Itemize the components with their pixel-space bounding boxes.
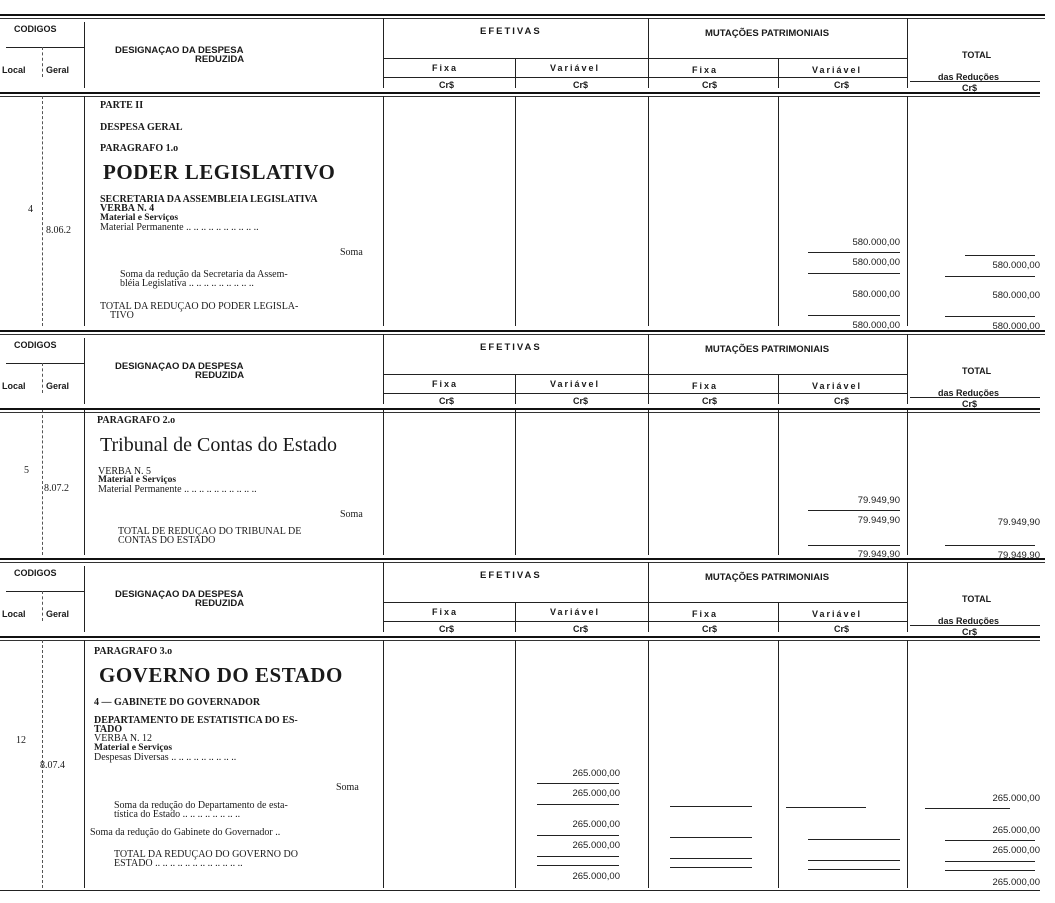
sum-rule [786,807,866,808]
local-label: Local [2,65,26,75]
total-line: TOTAL DA REDUÇAO DO PODER LEGISLA- [100,301,299,312]
amount-efetivas-variavel: 265.000,00 [572,788,620,799]
column-divider [383,96,384,326]
das-reducoes-label: das Reduções [938,616,1000,626]
codigos-label: CODIGOS [14,340,57,350]
column-divider [778,602,779,632]
verba-line: VERBA N. 12 [94,733,153,744]
amount-efetivas-variavel: 265.000,00 [572,768,620,779]
code-local: 5 [24,465,29,476]
sum-rule [808,273,900,274]
header-rule [383,77,907,78]
category-line: Material e Serviços [100,213,179,223]
header-rule [6,591,84,592]
header-bottom-rule [0,92,1040,97]
column-divider [907,334,908,404]
efetivas-fixa-label: Fixa [432,607,459,617]
total-label: TOTAL [962,50,992,60]
code-geral: 8.06.2 [46,225,71,236]
code-geral: 8.07.4 [40,760,65,771]
mutacoes-fixa-label: Fixa [692,381,719,391]
secretaria-line: SECRETARIA DA ASSEMBLEIA LEGISLATIVA [100,194,318,205]
sum-rule [945,870,1035,871]
amount-total: 79.949,90 [997,517,1040,528]
sum-rule [537,783,619,784]
sum-rule [537,835,619,836]
amount-mutacoes-variavel: 79.949,90 [857,515,900,526]
column-divider [42,591,43,621]
header-bottom-rule [0,636,1040,641]
amount-total: 265.000,00 [992,877,1040,888]
sum-rule [537,865,619,866]
designacao-label: DESIGNAÇAO DA DESPESA [115,361,244,372]
amount-mutacoes-variavel: 580.000,00 [852,320,900,331]
column-divider [515,602,516,632]
sum-rule [965,255,1035,256]
section-title: GOVERNO DO ESTADO [99,663,343,687]
efetivas-label: EFETIVAS [480,342,542,353]
column-divider [84,96,85,326]
codigos-label: CODIGOS [14,568,57,578]
verba-line: VERBA N. 4 [100,203,155,214]
paragraph-heading: PARAGRAFO 2.o [97,415,176,426]
das-reducoes-label: das Reduções [938,388,1000,398]
sum-rule [945,861,1035,862]
sum-rule [670,837,752,838]
item-line: Material Permanente .. .. .. .. .. .. .. .. .. .. [100,222,259,233]
column-divider [84,410,85,555]
total-line: CONTAS DO ESTADO [118,535,216,546]
reduzida-label: REDUZIDA [195,370,245,381]
currency-label: Cr$ [962,627,978,637]
gabinete-line: 4 — GABINETE DO GOVERNADOR [94,697,261,708]
currency-label: Cr$ [962,399,978,409]
header-rule [383,393,907,394]
efetivas-variavel-label: Variável [550,63,601,73]
currency-label: Cr$ [962,83,978,93]
sum-rule [945,276,1035,277]
sum-rule [537,856,619,857]
subtotal-line: Soma da redução da Secretaria da Assem- [120,269,288,280]
header-rule [6,363,84,364]
currency-label: Cr$ [702,624,718,634]
currency-label: Cr$ [834,396,850,406]
reduzida-label: REDUZIDA [195,54,245,65]
code-local: 12 [16,735,26,746]
sum-rule [537,804,619,805]
item-line: Material Permanente .. .. .. .. .. .. .. .. .. .. [98,484,257,495]
column-divider [907,18,908,88]
amount-total: 265.000,00 [992,793,1040,804]
efetivas-variavel-label: Variável [550,379,601,389]
amount-total: 580.000,00 [992,260,1040,271]
total-label: TOTAL [962,594,992,604]
category-line: Material e Serviços [98,475,177,485]
amount-mutacoes-variavel: 580.000,00 [852,257,900,268]
amount-total: 580.000,00 [992,290,1040,301]
sum-rule [808,510,900,511]
soma-label: Soma [340,509,363,520]
efetivas-label: EFETIVAS [480,26,542,37]
sum-rule [808,315,900,316]
total-line: TOTAL DE REDUÇAO DO TRIBUNAL DE [118,526,302,537]
section-title: Tribunal de Contas do Estado [100,434,338,456]
amount-total: 265.000,00 [992,825,1040,836]
reduzida-label: REDUZIDA [195,598,245,609]
header-bottom-rule [0,408,1040,413]
local-label: Local [2,609,26,619]
subtotal-line: bléia Legislativa .. .. .. .. .. .. .. .. .. [120,278,254,289]
header-rule [383,58,907,59]
column-divider [648,410,649,555]
column-divider [42,47,43,77]
efetivas-variavel-label: Variável [550,607,601,617]
soma-label: Soma [340,247,363,258]
column-divider [515,410,516,555]
efetivas-label: EFETIVAS [480,570,542,581]
section-title: PODER LEGISLATIVO [103,160,336,184]
amount-efetivas-variavel: 265.000,00 [572,819,620,830]
currency-label: Cr$ [439,624,455,634]
geral-label: Geral [46,609,70,619]
sum-rule [808,252,900,253]
column-divider [648,640,649,888]
currency-label: Cr$ [834,80,850,90]
total-line: TOTAL DA REDUÇAO DO GOVERNO DO [114,849,298,860]
subtotal-line: Soma da redução do Gabinete do Governador .. [90,827,281,838]
currency-label: Cr$ [439,80,455,90]
currency-label: Cr$ [702,396,718,406]
currency-label: Cr$ [834,624,850,634]
column-divider [907,562,908,632]
expense-heading: DESPESA GERAL [100,122,183,133]
column-divider [778,374,779,404]
column-divider [515,374,516,404]
column-divider [42,363,43,393]
departamento-line: DEPARTAMENTO DE ESTATISTICA DO ES- [94,715,298,726]
designacao-label: DESIGNAÇAO DA DESPESA [115,589,244,600]
paragraph-heading: PARAGRAFO 1.o [100,143,179,154]
column-divider [84,640,85,888]
header-top-rule [0,14,1045,19]
column-divider [383,640,384,888]
sum-rule [808,869,900,870]
header-rule [910,625,1040,626]
column-divider [515,96,516,326]
designacao-label: DESIGNAÇAO DA DESPESA [115,45,244,56]
part-heading: PARTE II [100,100,144,111]
table-bottom-rule [0,890,1040,891]
geral-label: Geral [46,65,70,75]
soma-label: Soma [336,782,359,793]
header-rule [383,602,907,603]
column-divider [778,640,779,888]
header-rule [910,81,1040,82]
sum-rule [925,808,1010,809]
code-local: 4 [28,204,33,215]
mutacoes-label: MUTAÇÕES PATRIMONIAIS [705,344,830,355]
efetivas-fixa-label: Fixa [432,379,459,389]
subtotal-line: tística do Estado .. .. .. .. .. .. .. .. [114,809,241,820]
column-divider [515,640,516,888]
mutacoes-label: MUTAÇÕES PATRIMONIAIS [705,28,830,39]
code-geral: 8.07.2 [44,483,69,494]
amount-efetivas-variavel: 265.000,00 [572,840,620,851]
column-divider [648,96,649,326]
header-rule [383,621,907,622]
amount-efetivas-variavel: 265.000,00 [572,871,620,882]
amount-mutacoes-variavel: 79.949,90 [857,549,900,560]
mutacoes-fixa-label: Fixa [692,65,719,75]
efetivas-fixa-label: Fixa [432,63,459,73]
category-line: Material e Serviços [94,743,173,753]
sum-rule [670,867,752,868]
column-divider [42,96,43,326]
departamento-line: TADO [94,724,123,735]
sum-rule [945,840,1035,841]
sum-rule [945,316,1035,317]
geral-label: Geral [46,381,70,391]
column-divider [907,410,908,555]
amount-total: 265.000,00 [992,845,1040,856]
header-rule [910,397,1040,398]
amount-mutacoes-variavel: 79.949,90 [857,495,900,506]
sum-rule [945,545,1035,546]
total-line: TIVO [110,310,134,321]
currency-label: Cr$ [702,80,718,90]
mutacoes-variavel-label: Variável [812,381,863,391]
currency-label: Cr$ [439,396,455,406]
currency-label: Cr$ [573,624,589,634]
column-divider [515,58,516,88]
sum-rule [808,839,900,840]
mutacoes-label: MUTAÇÕES PATRIMONIAIS [705,572,830,583]
sum-rule [670,858,752,859]
amount-mutacoes-variavel: 580.000,00 [852,289,900,300]
column-divider [383,410,384,555]
amount-total: 580.000,00 [992,321,1040,332]
column-divider [84,22,85,88]
mutacoes-variavel-label: Variável [812,65,863,75]
total-line: ESTADO .. .. .. .. .. .. .. .. .. .. .. .. [114,858,243,869]
amount-mutacoes-variavel: 580.000,00 [852,237,900,248]
column-divider [84,338,85,404]
codigos-label: CODIGOS [14,24,57,34]
sum-rule [808,860,900,861]
column-divider [778,410,779,555]
sum-rule [808,545,900,546]
column-divider [778,58,779,88]
total-label: TOTAL [962,366,992,376]
paragraph-heading: PARAGRAFO 3.o [94,646,173,657]
das-reducoes-label: das Reduções [938,72,1000,82]
subtotal-line: Soma da redução do Departamento de esta- [114,800,288,811]
amount-total: 79.949,90 [997,550,1040,561]
header-rule [383,374,907,375]
verba-line: VERBA N. 5 [98,466,152,477]
item-line: Despesas Diversas .. .. .. .. .. .. .. .. .. [94,752,237,763]
local-label: Local [2,381,26,391]
currency-label: Cr$ [573,396,589,406]
sum-rule [670,806,752,807]
column-divider [42,410,43,555]
mutacoes-variavel-label: Variável [812,609,863,619]
currency-label: Cr$ [573,80,589,90]
column-divider [84,566,85,632]
mutacoes-fixa-label: Fixa [692,609,719,619]
header-rule [6,47,84,48]
